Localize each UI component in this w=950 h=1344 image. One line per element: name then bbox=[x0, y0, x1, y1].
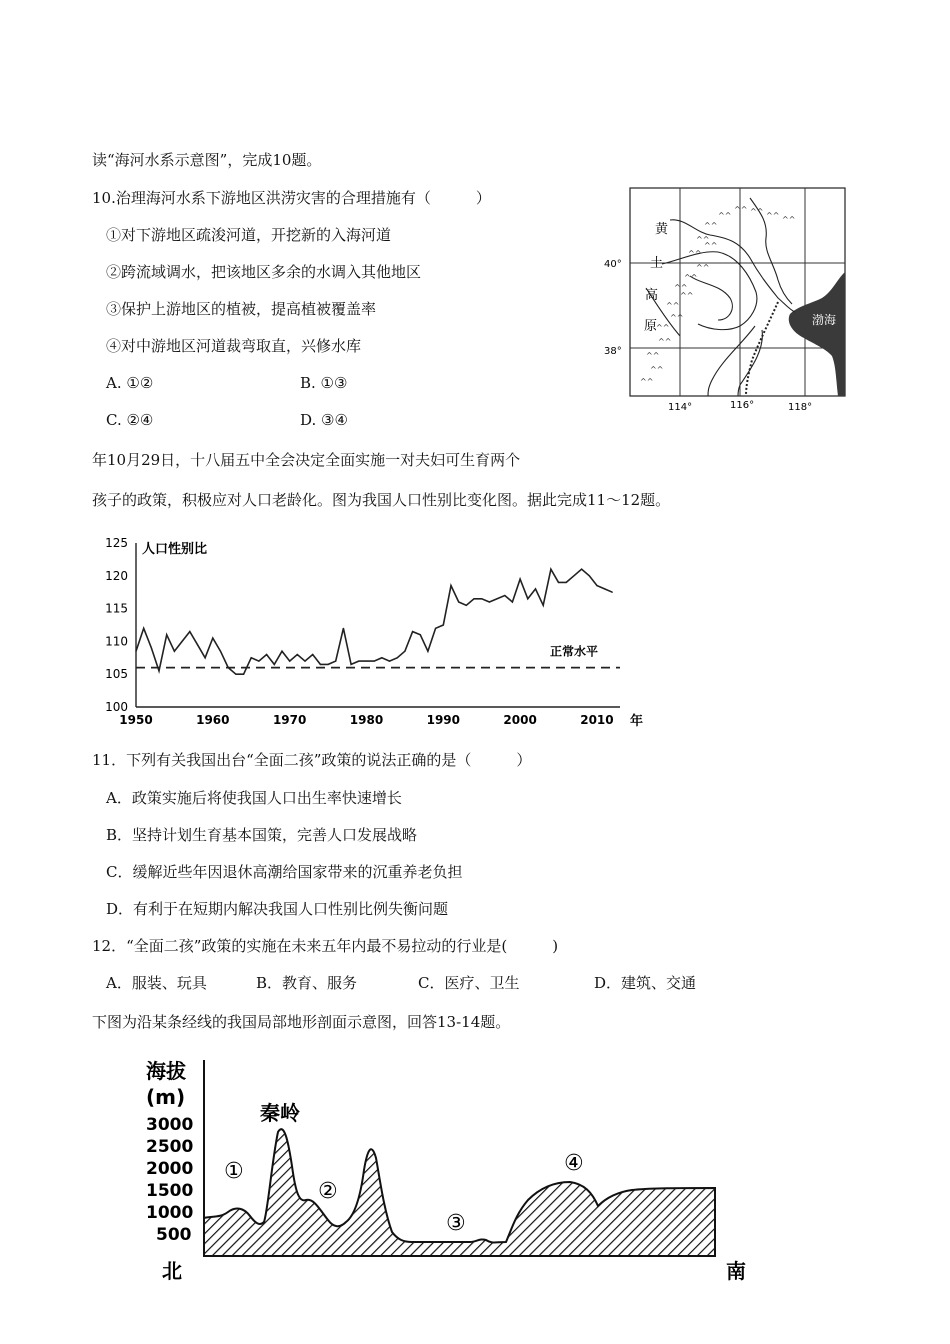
chart-data-point bbox=[320, 664, 321, 665]
svg-text:^^: ^^ bbox=[646, 351, 660, 360]
question-10-item-1: ①对下游地区疏浚河道，开挖新的入海河道 bbox=[106, 226, 392, 244]
profile-y-tick-2500: 2500 bbox=[146, 1137, 194, 1157]
svg-text:^^: ^^ bbox=[782, 215, 796, 224]
chart-data-point bbox=[143, 628, 144, 629]
chart-data-point bbox=[312, 654, 313, 655]
plateau-char-3: 高 bbox=[645, 288, 659, 303]
intro-q10: 读“海河水系示意图”，完成10题。 bbox=[92, 151, 322, 169]
chart-data-point bbox=[220, 651, 221, 652]
question-12-option-b[interactable]: B．教育、服务 bbox=[256, 974, 358, 992]
question-11-option-d[interactable]: D．有利于在短期内解决我国人口性别比例失衡问题 bbox=[106, 900, 449, 918]
question-10-stem: 10.治理海河水系下游地区洪涝灾害的合理措施有（ ） bbox=[92, 189, 491, 207]
chart-data-point bbox=[427, 651, 428, 652]
chart-data-point bbox=[189, 631, 190, 632]
question-11-option-a[interactable]: A．政策实施后将使我国人口出生率快速增长 bbox=[106, 789, 402, 807]
chart-data-point bbox=[251, 657, 252, 658]
svg-text:^^: ^^ bbox=[656, 323, 670, 332]
chart-data-point bbox=[366, 661, 367, 662]
chart-x-tick-label: 1950 bbox=[119, 713, 153, 727]
plateau-char-1: 黄 bbox=[655, 222, 669, 237]
question-11-option-c[interactable]: C．缓解近些年因退休高潮给国家带来的沉重养老负担 bbox=[106, 863, 463, 881]
profile-y-title-1: 海拔 bbox=[146, 1059, 186, 1083]
svg-text:^^: ^^ bbox=[734, 205, 748, 214]
chart-data-point bbox=[343, 628, 344, 629]
chart-data-point bbox=[581, 569, 582, 570]
svg-text:^^: ^^ bbox=[688, 249, 702, 258]
chart-y-tick-label: 100 bbox=[105, 700, 128, 714]
chart-data-point bbox=[543, 605, 544, 606]
chart-x-tick-label: 2000 bbox=[503, 713, 537, 727]
chart-y-tick-label: 115 bbox=[105, 601, 128, 616]
chart-data-point bbox=[274, 664, 275, 665]
question-10-option-a[interactable]: A. ①② bbox=[106, 374, 154, 392]
svg-text:^^: ^^ bbox=[704, 241, 718, 250]
question-11-stem: 11．下列有关我国出台“全面二孩”政策的说法正确的是（ ） bbox=[92, 751, 532, 769]
svg-text:^^: ^^ bbox=[750, 207, 764, 216]
chart-x-axis-label: 年 bbox=[630, 714, 644, 729]
sex-ratio-chart bbox=[90, 525, 660, 740]
svg-text:^^: ^^ bbox=[684, 273, 698, 282]
bohai-label: 渤海 bbox=[812, 313, 837, 327]
terrain-profile bbox=[140, 1050, 760, 1290]
question-10-option-d[interactable]: D. ③④ bbox=[300, 411, 348, 429]
chart-data-point bbox=[166, 634, 167, 635]
question-12-option-a[interactable]: A．服装、玩具 bbox=[106, 974, 207, 992]
chart-data-point bbox=[297, 654, 298, 655]
lon-118-label: 118° bbox=[788, 402, 813, 413]
question-12-option-c[interactable]: C．医疗、卫生 bbox=[418, 974, 520, 992]
profile-marker-2: ② bbox=[318, 1179, 338, 1204]
svg-text:^^: ^^ bbox=[658, 337, 672, 346]
profile-y-tick-500: 500 bbox=[156, 1225, 192, 1245]
plateau-char-4: 原 bbox=[644, 319, 658, 334]
chart-data-point bbox=[389, 661, 390, 662]
chart-data-point bbox=[520, 579, 521, 580]
question-10-option-b[interactable]: B. ①③ bbox=[300, 374, 348, 392]
chart-data-point bbox=[235, 674, 236, 675]
question-11-option-b[interactable]: B．坚持计划生育基本国策，完善人口发展战略 bbox=[106, 826, 418, 844]
chart-data-point bbox=[328, 664, 329, 665]
profile-y-tick-1000: 1000 bbox=[146, 1203, 194, 1223]
question-12-stem: 12．“全面二孩”政策的实施在未来五年内最不易拉动的行业是( ) bbox=[92, 937, 559, 955]
chart-data-point bbox=[135, 651, 136, 652]
svg-text:^^: ^^ bbox=[640, 377, 654, 386]
lon-116-label: 116° bbox=[730, 400, 755, 411]
chart-data-point bbox=[351, 664, 352, 665]
chart-data-point bbox=[443, 624, 444, 625]
chart-data-point bbox=[258, 661, 259, 662]
svg-text:^^: ^^ bbox=[704, 221, 718, 230]
chart-data-point bbox=[527, 598, 528, 599]
chart-x-tick-label: 1980 bbox=[349, 713, 384, 727]
lat-38-label: 38° bbox=[604, 346, 622, 357]
chart-data-point bbox=[182, 641, 183, 642]
chart-x-tick-label: 2010 bbox=[580, 713, 614, 727]
haihe-river-map bbox=[600, 180, 860, 420]
rivers bbox=[646, 198, 795, 396]
profile-south: 南 bbox=[726, 1259, 746, 1283]
chart-data-point bbox=[473, 598, 474, 599]
chart-y-tick-label: 110 bbox=[105, 634, 128, 649]
qinling-label: 秦岭 bbox=[260, 1101, 300, 1125]
svg-text:^^: ^^ bbox=[650, 365, 664, 374]
chart-data-point bbox=[374, 661, 375, 662]
chart-data-point bbox=[489, 601, 490, 602]
chart-data-point bbox=[596, 585, 597, 586]
question-10-item-3: ③保护上游地区的植被，提高植被覆盖率 bbox=[106, 300, 377, 318]
chart-data-point bbox=[281, 651, 282, 652]
chart-data-point bbox=[243, 674, 244, 675]
chart-data-point bbox=[512, 601, 513, 602]
chart-title: 人口性别比 bbox=[142, 542, 208, 557]
chart-x-tick-label: 1990 bbox=[426, 713, 461, 727]
svg-text:^^: ^^ bbox=[696, 235, 710, 244]
chart-data-point bbox=[212, 638, 213, 639]
svg-text:^^: ^^ bbox=[766, 211, 780, 220]
chart-data-point bbox=[404, 651, 405, 652]
svg-text:^^: ^^ bbox=[674, 283, 688, 292]
chart-data-point bbox=[550, 569, 551, 570]
lon-114-label: 114° bbox=[668, 402, 693, 413]
intro-q11-line-2: 孩子的政策，积极应对人口老龄化。图为我国人口性别比变化图。据此完成11～12题。 bbox=[92, 491, 671, 509]
normal-level-label: 正常水平 bbox=[550, 644, 599, 659]
chart-x-tick-label: 1960 bbox=[196, 713, 230, 727]
chart-data-point bbox=[397, 657, 398, 658]
profile-marker-1: ① bbox=[224, 1159, 244, 1184]
chart-data-point bbox=[381, 657, 382, 658]
chart-data-point bbox=[289, 661, 290, 662]
chart-data-point bbox=[466, 605, 467, 606]
chart-data-point bbox=[497, 598, 498, 599]
chart-data-point bbox=[573, 575, 574, 576]
plateau-char-2: 土 bbox=[650, 256, 664, 271]
chart-data-point bbox=[174, 651, 175, 652]
sex-ratio-series-line bbox=[136, 569, 612, 674]
chart-data-point bbox=[158, 670, 159, 671]
chart-data-point bbox=[481, 598, 482, 599]
chart-data-point bbox=[450, 585, 451, 586]
chart-data-point bbox=[266, 654, 267, 655]
chart-data-point bbox=[558, 582, 559, 583]
bohai-sea bbox=[789, 272, 845, 396]
svg-text:^^: ^^ bbox=[680, 291, 694, 300]
chart-data-point bbox=[197, 644, 198, 645]
question-10-option-c[interactable]: C. ②④ bbox=[106, 411, 154, 429]
profile-y-tick-1500: 1500 bbox=[146, 1181, 194, 1201]
svg-text:^^: ^^ bbox=[718, 211, 732, 220]
chart-data-point bbox=[304, 661, 305, 662]
chart-y-tick-label: 125 bbox=[105, 536, 128, 550]
question-10-item-4: ④对中游地区河道裁弯取直，兴修水库 bbox=[106, 337, 362, 355]
chart-data-point bbox=[358, 661, 359, 662]
profile-north: 北 bbox=[162, 1259, 182, 1283]
profile-y-tick-3000: 3000 bbox=[146, 1115, 194, 1135]
profile-marker-3: ③ bbox=[446, 1211, 466, 1236]
profile-y-title-2: (m) bbox=[146, 1085, 186, 1109]
chart-data-point bbox=[420, 634, 421, 635]
question-12-option-d[interactable]: D．建筑、交通 bbox=[594, 974, 697, 992]
chart-data-point bbox=[535, 588, 536, 589]
chart-data-point bbox=[151, 647, 152, 648]
svg-text:^^: ^^ bbox=[696, 263, 710, 272]
chart-y-tick-label: 120 bbox=[105, 568, 128, 583]
profile-y-tick-2000: 2000 bbox=[146, 1159, 194, 1179]
svg-text:^^: ^^ bbox=[670, 313, 684, 322]
question-10-item-2: ②跨流域调水，把该地区多余的水调入其他地区 bbox=[106, 263, 422, 281]
chart-y-tick-label: 105 bbox=[105, 667, 128, 682]
chart-data-point bbox=[412, 631, 413, 632]
profile-marker-4: ④ bbox=[564, 1151, 584, 1176]
chart-data-point bbox=[335, 661, 336, 662]
chart-data-point bbox=[458, 601, 459, 602]
chart-data-point bbox=[589, 575, 590, 576]
intro-q13: 下图为沿某条经线的我国局部地形剖面示意图，回答13-14题。 bbox=[92, 1013, 511, 1031]
chart-data-point bbox=[604, 588, 605, 589]
chart-x-tick-label: 1970 bbox=[272, 713, 307, 727]
chart-data-point bbox=[205, 657, 206, 658]
lat-40-label: 40° bbox=[604, 259, 622, 270]
intro-q11-line-1: 年10月29日，十八届五中全会决定全面实施一对夫妇可生育两个 bbox=[92, 451, 521, 469]
chart-data-point bbox=[504, 595, 505, 596]
terrain-shape bbox=[204, 1129, 715, 1256]
chart-data-point bbox=[566, 582, 567, 583]
svg-text:^^: ^^ bbox=[666, 301, 680, 310]
chart-data-point bbox=[435, 628, 436, 629]
chart-data-point bbox=[612, 592, 613, 593]
